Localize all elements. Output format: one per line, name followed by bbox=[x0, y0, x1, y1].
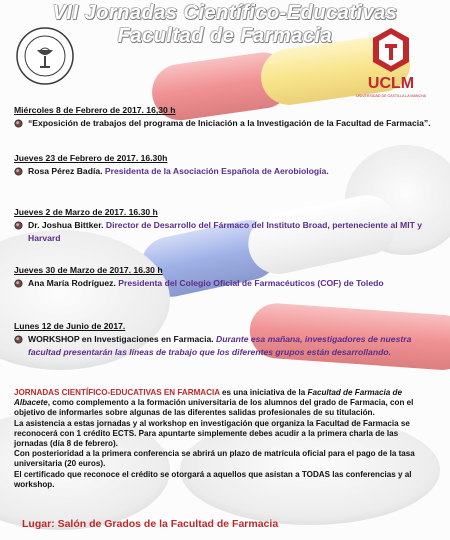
bullet-icon bbox=[14, 335, 23, 344]
event-speaker: Rosa Pérez Badía. bbox=[28, 166, 103, 176]
event-speaker: “Exposición de trabajos del programa de Iniciación a la Investigación de la Facultad de Farmacia”. bbox=[28, 118, 431, 128]
event-speaker: Ana María Rodríguez. bbox=[28, 278, 116, 288]
uclm-logo-subtext: UNIVERSIDAD DE CASTILLA LA MANCHA bbox=[355, 94, 427, 98]
event-5 bbox=[14, 320, 434, 359]
faculty-seal-icon bbox=[15, 26, 75, 86]
event-3 bbox=[14, 206, 434, 245]
event-date: Jueves 23 de Febrero de 2017. 16.30h bbox=[14, 153, 168, 163]
event-description bbox=[14, 333, 434, 359]
info-paragraph-1 bbox=[14, 388, 432, 419]
info-paragraph-2: La asistencia a estas jornadas y al workshop en investigación que organiza la Facultad de Farmacia se reconocerá con 1 crédito ECTS. Para apuntarte simplemente debes acudir a la primera charla de las jornadas (día 8 de febrero). bbox=[14, 418, 410, 449]
bullet-icon bbox=[14, 167, 23, 176]
event-1 bbox=[14, 104, 434, 130]
info-paragraph-4: El certificado que reconoce el crédito se otorgará a aquellos que asistan a TODAS las conferencias y al workshop. bbox=[14, 469, 412, 489]
uclm-logo-icon bbox=[343, 24, 439, 102]
info-paragraph-3: Con posterioridad a la primera conferencia se abrirá un plazo de matrícula oficial para el pago de la tasa universitaria (20 euros). bbox=[14, 449, 415, 469]
title-line-2: Facultad de Farmacia bbox=[117, 25, 333, 47]
event-speaker: WORKSHOP en Investigaciones en Farmacia. bbox=[28, 334, 214, 344]
event-role: Director de Desarrollo del Fármaco del Instituto Broad, perteneciente al MIT y Harvard bbox=[28, 220, 422, 243]
info-text: es una iniciativa de la bbox=[219, 388, 308, 397]
event-description bbox=[14, 219, 434, 245]
event-role: Durante esa mañana, investigadores de nuestra facultad presentarán las líneas de trabajo que los diferentes grupos están desarrollando. bbox=[28, 334, 412, 357]
info-text: , como complemento a la formación universitaria de los alumnos del grado de Farmacia, con el objetivo de informarles sobre algunas de las diferentes salidas profesionales de su titulación. bbox=[14, 398, 414, 418]
event-description bbox=[14, 165, 434, 178]
header bbox=[0, 0, 450, 100]
bullet-icon bbox=[14, 119, 23, 128]
event-date: Jueves 2 de Marzo de 2017. 16.30 h bbox=[14, 207, 158, 217]
event-date: Lunes 12 de Junio de 2017. bbox=[14, 321, 126, 331]
event-4 bbox=[14, 264, 434, 290]
event-date: Jueves 30 de Marzo de 2017. 16.30 h bbox=[14, 265, 163, 275]
event-description bbox=[14, 117, 434, 130]
event-2 bbox=[14, 152, 434, 178]
event-description bbox=[14, 277, 434, 290]
info-section bbox=[14, 388, 432, 490]
bullet-icon bbox=[14, 279, 23, 288]
faculty-name: Facultad de Farmacia de Albacete bbox=[14, 388, 402, 408]
event-speaker: Dr. Joshua Bittker. bbox=[28, 220, 104, 230]
event-date: Miércoles 8 de Febrero de 2017. 16,30 h bbox=[14, 105, 176, 115]
event-role: Presidenta del Colegio Oficial de Farmacéuticos (COF) de Toledo bbox=[118, 278, 384, 288]
program-name: JORNADAS CIENTÍFICO-EDUCATIVAS EN FARMACIA bbox=[14, 388, 220, 397]
venue-label: Lugar: Salón de Grados de la Facultad de Farmacia bbox=[22, 518, 279, 530]
uclm-logo-text: UCLM bbox=[367, 75, 415, 92]
bullet-icon bbox=[14, 221, 23, 230]
event-role: Presidenta de la Asociación Española de Aerobiología. bbox=[104, 166, 329, 176]
title-line-1: VII Jornadas Científico-Educativas bbox=[52, 2, 398, 24]
